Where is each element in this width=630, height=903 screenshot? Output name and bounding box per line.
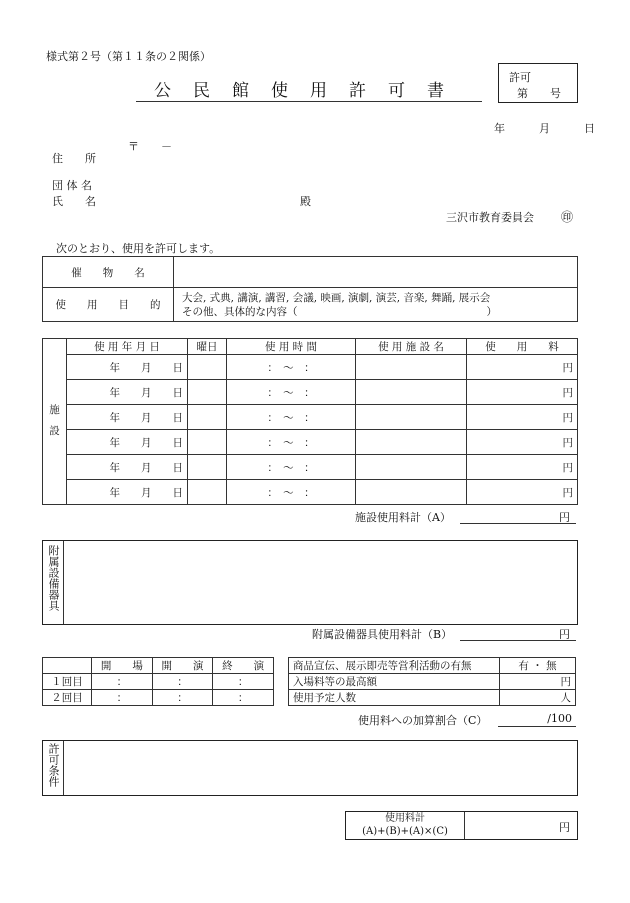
row-date[interactable]: 年 月 日 — [67, 480, 188, 505]
row-facility-name[interactable] — [356, 455, 467, 480]
row-date[interactable]: 年 月 日 — [67, 355, 188, 380]
row-facility-name[interactable] — [356, 430, 467, 455]
times-cell[interactable]: ： — [213, 690, 274, 706]
times-row-label: ２回目 — [43, 690, 92, 706]
header-time: 使 用 時 間 — [227, 339, 356, 355]
times-table — [42, 657, 274, 706]
row-date[interactable]: 年 月 日 — [67, 455, 188, 480]
row-fee[interactable]: 円 — [467, 455, 578, 480]
honorific: 殿 — [300, 195, 311, 208]
grand-total-label-line1: 使用料計 — [385, 813, 425, 824]
equipment-total-unit: 円 — [559, 628, 570, 641]
facility-total-line[interactable] — [460, 523, 576, 524]
intro-text: 次のとおり、使用を許可します。 — [56, 242, 221, 255]
times-cell[interactable]: ： — [92, 690, 153, 706]
equipment-side-label: 附属設備器具 — [47, 545, 60, 611]
group-name-label: 団 体 名 — [52, 179, 92, 192]
commerce-value[interactable]: 人 — [500, 690, 576, 706]
row-facility-name[interactable] — [356, 480, 467, 505]
row-weekday[interactable] — [188, 405, 227, 430]
issuer-name: 三沢市教育委員会 — [446, 211, 534, 224]
table-row — [43, 690, 274, 706]
name-label: 氏 名 — [52, 195, 96, 208]
equipment-total-line[interactable] — [460, 640, 576, 641]
purpose-label: 使 用 目 的 — [43, 288, 174, 322]
times-header-blank — [43, 658, 92, 674]
row-time[interactable]: ： 〜 ： — [227, 355, 356, 380]
times-cell[interactable]: ： — [152, 690, 213, 706]
row-date[interactable]: 年 月 日 — [67, 430, 188, 455]
table-row — [43, 455, 578, 480]
commerce-value[interactable]: 有 ・ 無 — [500, 658, 576, 674]
table-row — [289, 690, 576, 706]
row-fee[interactable]: 円 — [467, 480, 578, 505]
event-name-label: 催 物 名 — [43, 257, 174, 288]
seal-mark: ㊞ — [561, 210, 574, 224]
table-row — [43, 405, 578, 430]
row-fee[interactable]: 円 — [467, 430, 578, 455]
row-date[interactable]: 年 月 日 — [67, 405, 188, 430]
facility-side-text: 施 設 — [48, 404, 60, 436]
row-fee[interactable]: 円 — [467, 355, 578, 380]
facility-header-row — [43, 339, 578, 355]
surcharge-unit: /100 — [547, 712, 572, 725]
address-label: 住 所 — [52, 152, 96, 165]
event-name-field[interactable] — [174, 257, 578, 288]
times-cell[interactable]: ： — [213, 674, 274, 690]
page-title: 公民館使用許可書 — [154, 81, 466, 101]
table-row — [43, 480, 578, 505]
purpose-field[interactable] — [174, 288, 578, 322]
permit-label: 許可 — [509, 71, 531, 84]
header-facility-name: 使 用 施 設 名 — [356, 339, 467, 355]
form-number: 様式第２号（第１１条の２関係） — [46, 50, 211, 63]
row-facility-name[interactable] — [356, 405, 467, 430]
times-row-label: １回目 — [43, 674, 92, 690]
conditions-side-label: 許可条件 — [47, 743, 60, 787]
times-header-row — [43, 658, 274, 674]
commerce-label: 入場料等の最高額 — [289, 674, 500, 690]
grand-total-label — [346, 812, 465, 839]
row-weekday[interactable] — [188, 355, 227, 380]
header-weekday: 曜日 — [188, 339, 227, 355]
times-header-open: 開 場 — [92, 658, 153, 674]
row-date[interactable]: 年 月 日 — [67, 380, 188, 405]
row-fee[interactable]: 円 — [467, 405, 578, 430]
table-row — [43, 380, 578, 405]
postal-code-mark: 〒 － — [128, 140, 172, 153]
equipment-total-label: 附属設備器具使用料計（B） — [312, 628, 453, 641]
commerce-label: 商品宣伝、展示即売等営利活動の有無 — [289, 658, 500, 674]
surcharge-label: 使用料への加算割合（C） — [358, 714, 488, 727]
grand-total-box — [345, 811, 578, 840]
facility-total-unit: 円 — [559, 511, 570, 524]
commerce-value[interactable]: 円 — [500, 674, 576, 690]
commerce-table — [288, 657, 576, 706]
row-weekday[interactable] — [188, 480, 227, 505]
table-row — [43, 674, 274, 690]
row-facility-name[interactable] — [356, 355, 467, 380]
permit-number-label: 第 号 — [517, 87, 561, 100]
facility-total-label: 施設使用料計（A） — [355, 511, 451, 524]
row-time[interactable]: ： 〜 ： — [227, 480, 356, 505]
permit-number-box — [498, 63, 578, 103]
facility-side-label — [43, 339, 67, 505]
grand-total-value[interactable]: 円 — [559, 821, 570, 834]
table-row — [43, 430, 578, 455]
equipment-side — [43, 541, 64, 624]
times-cell[interactable]: ： — [92, 674, 153, 690]
header-fee: 使 用 料 — [467, 339, 578, 355]
times-cell[interactable]: ： — [152, 674, 213, 690]
row-time[interactable]: ： 〜 ： — [227, 380, 356, 405]
row-weekday[interactable] — [188, 430, 227, 455]
row-time[interactable]: ： 〜 ： — [227, 430, 356, 455]
times-header-end: 終 演 — [213, 658, 274, 674]
event-table — [42, 256, 578, 322]
conditions-side — [43, 741, 64, 795]
table-row — [43, 355, 578, 380]
conditions-box[interactable] — [42, 740, 578, 796]
purpose-options: 大会, 式典, 講演, 講習, 会議, 映画, 演劇, 演芸, 音楽, 舞踊, 展示会 — [182, 291, 491, 304]
grand-total-formula: (A)+(B)+(A)×(C) — [362, 826, 448, 837]
row-fee[interactable]: 円 — [467, 380, 578, 405]
surcharge-line[interactable] — [498, 726, 576, 727]
commerce-label: 使用予定人数 — [289, 690, 500, 706]
header-date: 使 用 年 月 日 — [67, 339, 188, 355]
issue-date: 年 月 日 — [494, 122, 599, 135]
table-row — [289, 674, 576, 690]
times-header-start: 開 演 — [152, 658, 213, 674]
row-weekday[interactable] — [188, 455, 227, 480]
row-weekday[interactable] — [188, 380, 227, 405]
facility-table — [42, 338, 578, 505]
title-underline — [136, 101, 482, 102]
row-time[interactable]: ： 〜 ： — [227, 405, 356, 430]
row-time[interactable]: ： 〜 ： — [227, 455, 356, 480]
table-row — [289, 658, 576, 674]
equipment-box[interactable] — [42, 540, 578, 625]
purpose-other: その他、具体的な内容（ ） — [182, 305, 497, 318]
row-facility-name[interactable] — [356, 380, 467, 405]
